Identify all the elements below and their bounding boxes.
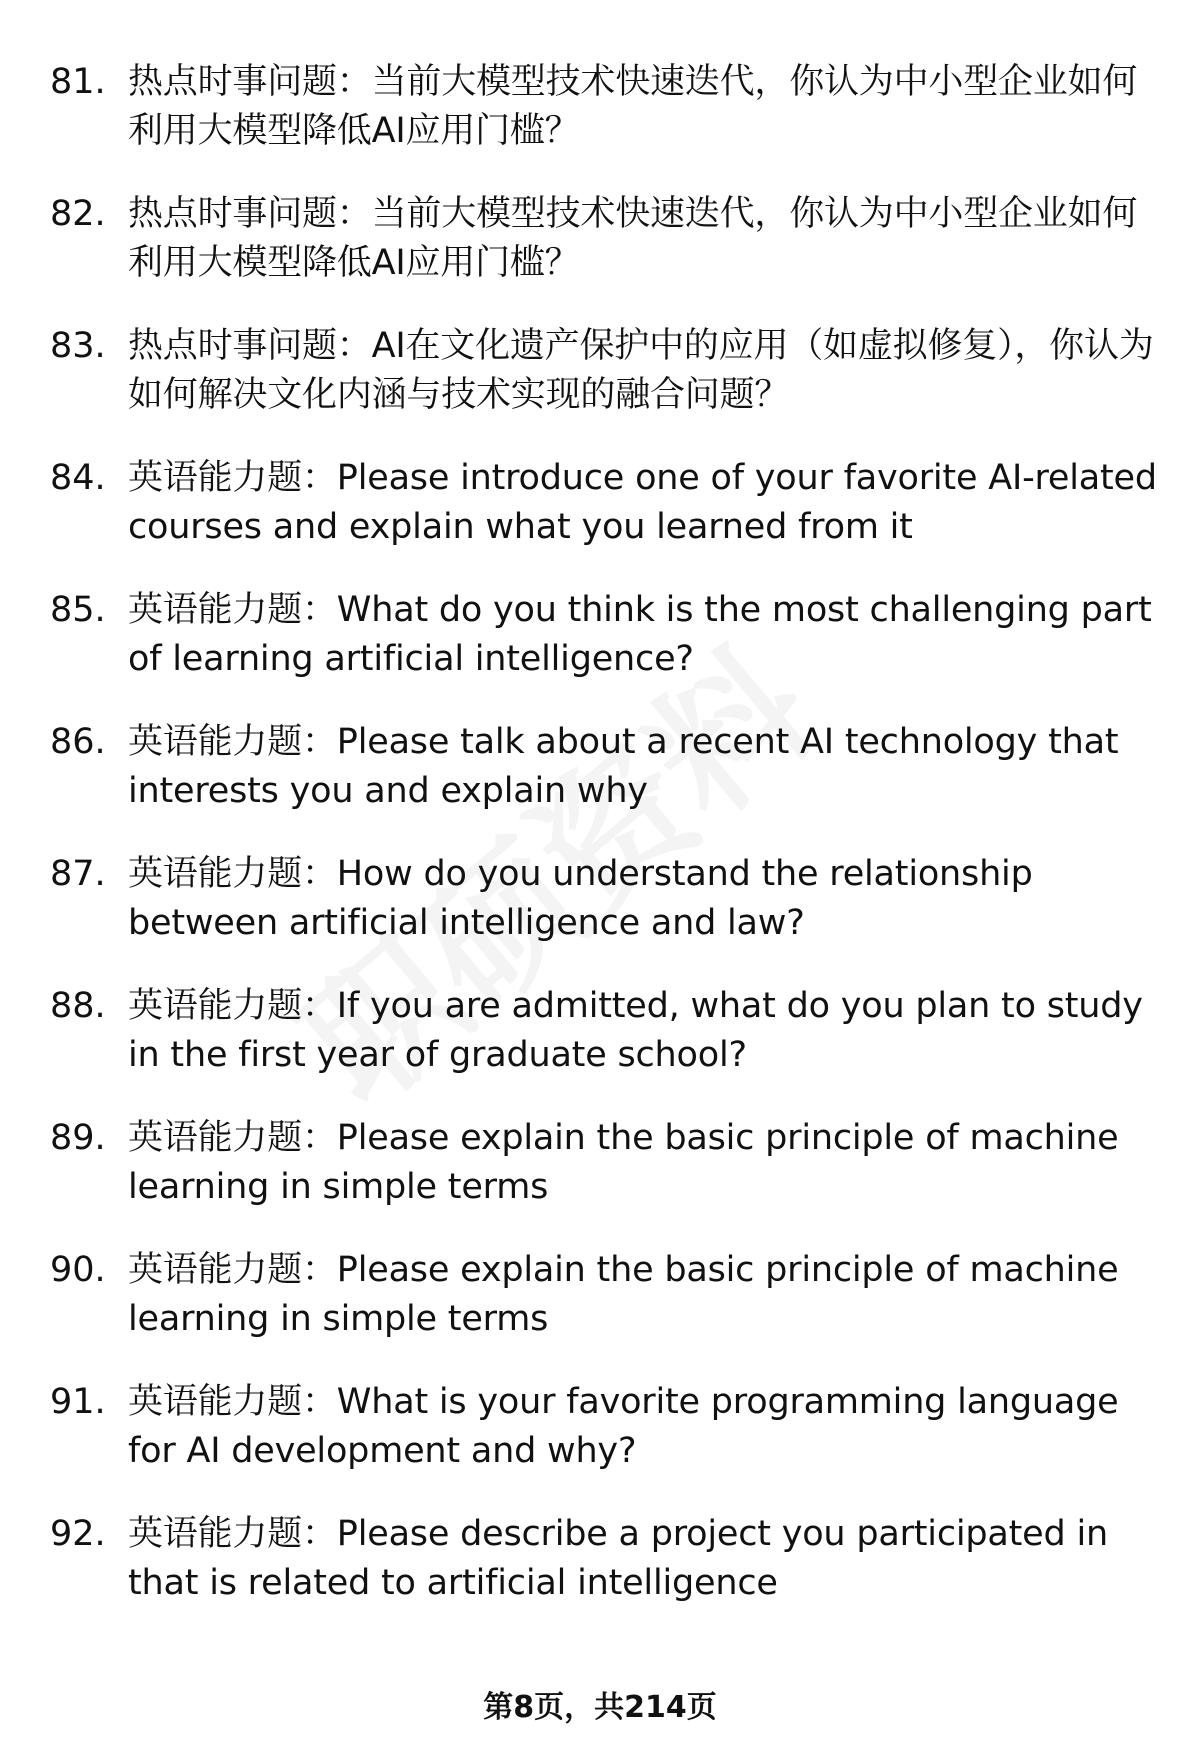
question-number: 87. <box>50 854 106 894</box>
list-item <box>50 718 1170 816</box>
question-text: 英语能力题：What is your favorite programming language for AI development and why? <box>128 1382 1119 1471</box>
list-item <box>50 850 1170 948</box>
list-item <box>50 322 1170 420</box>
question-number: 81. <box>50 62 106 102</box>
question-number: 92. <box>50 1514 106 1554</box>
list-item <box>50 454 1170 552</box>
question-text: 英语能力题：Please talk about a recent AI technology that interests you and explain why <box>128 722 1119 811</box>
question-text: 英语能力题：Please explain the basic principle of machine learning in simple terms <box>128 1118 1119 1207</box>
question-number: 91. <box>50 1382 106 1422</box>
list-item <box>50 190 1170 288</box>
list-item <box>50 58 1170 156</box>
list-item <box>50 1114 1170 1212</box>
list-item <box>50 982 1170 1080</box>
question-text: 热点时事问题：当前大模型技术快速迭代，你认为中小型企业如何利用大模型降低AI应用门槛？ <box>128 62 1138 151</box>
question-number: 84. <box>50 458 106 498</box>
question-number: 83. <box>50 326 106 366</box>
question-text: 热点时事问题：当前大模型技术快速迭代，你认为中小型企业如何利用大模型降低AI应用门槛？ <box>128 194 1138 283</box>
question-list <box>50 58 1170 1642</box>
list-item <box>50 1378 1170 1476</box>
question-text: 英语能力题：Please explain the basic principle of machine learning in simple terms <box>128 1250 1119 1339</box>
question-text: 英语能力题：What do you think is the most challenging part of learning artificial intelligence? <box>128 590 1152 679</box>
question-number: 82. <box>50 194 106 234</box>
page-number: 第8页，共214页 <box>483 1690 717 1725</box>
question-number: 88. <box>50 986 106 1026</box>
question-text: 英语能力题：Please describe a project you participated in that is related to artificial intelligence <box>128 1514 1108 1603</box>
question-number: 85. <box>50 590 106 630</box>
question-number: 86. <box>50 722 106 762</box>
question-text: 热点时事问题：AI在文化遗产保护中的应用（如虚拟修复），你认为如何解决文化内涵与技术实现的融合问题？ <box>128 326 1154 415</box>
list-item <box>50 1510 1170 1608</box>
question-text: 英语能力题：Please introduce one of your favorite AI-related courses and explain what you learned from it <box>128 458 1157 547</box>
question-number: 90. <box>50 1250 106 1290</box>
list-item <box>50 586 1170 684</box>
question-text: 英语能力题：How do you understand the relationship between artificial intelligence and law? <box>128 854 1033 943</box>
question-number: 89. <box>50 1118 106 1158</box>
question-text: 英语能力题：If you are admitted, what do you plan to study in the first year of graduate school? <box>128 986 1143 1075</box>
list-item <box>50 1246 1170 1344</box>
